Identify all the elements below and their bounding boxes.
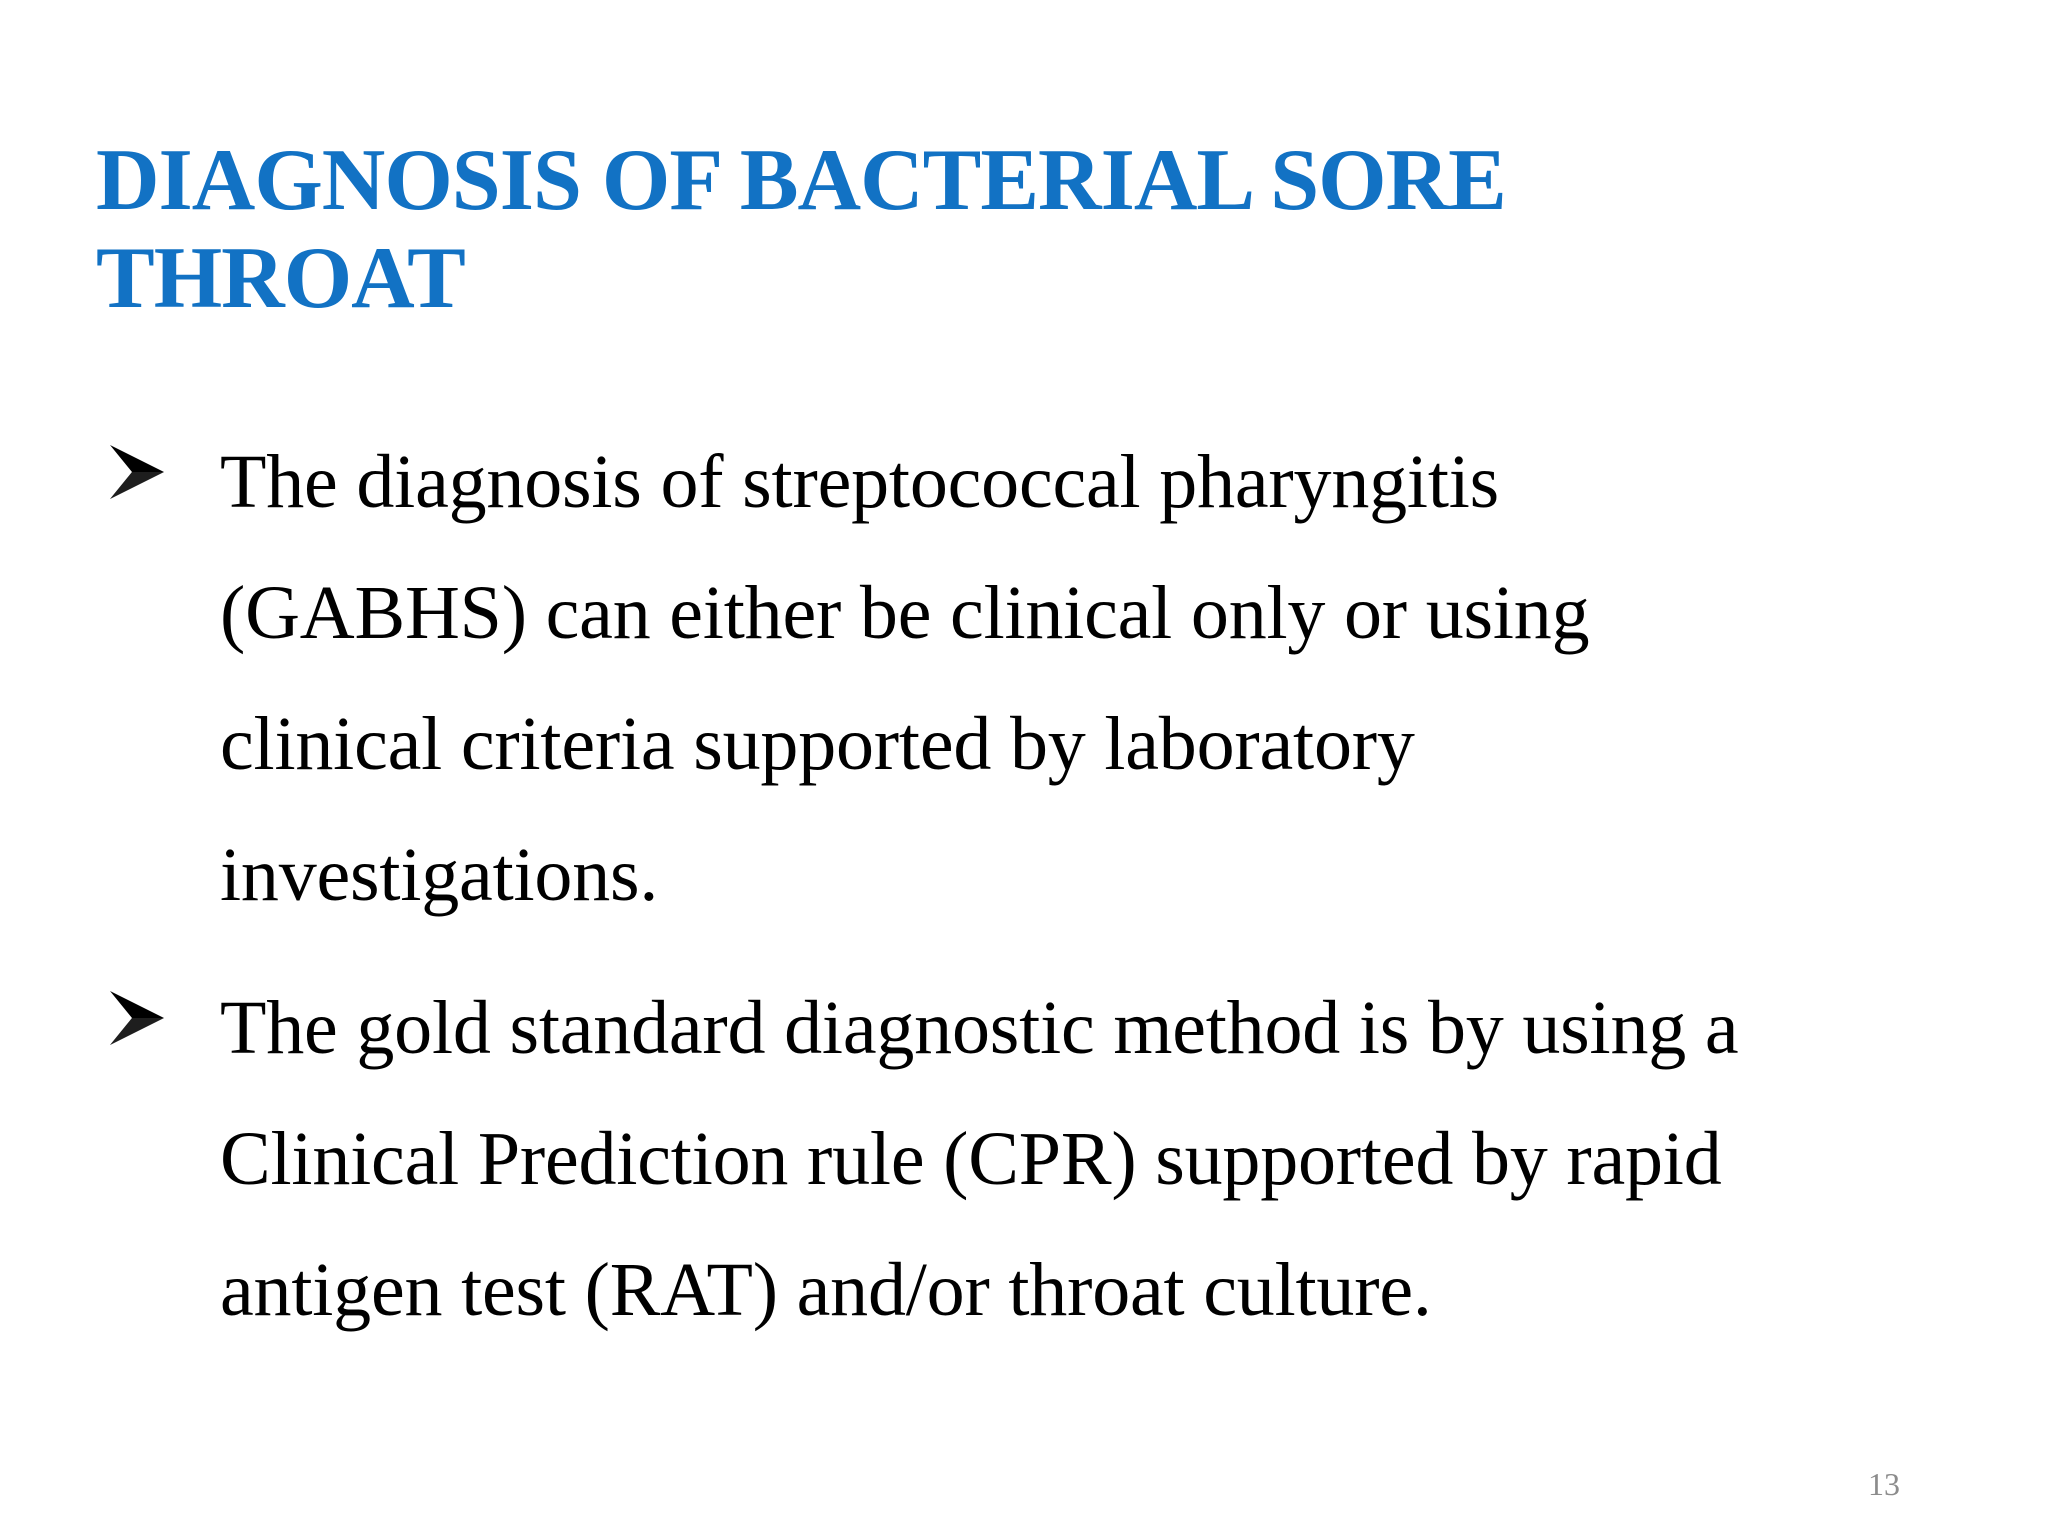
arrowhead-bullet-icon — [108, 443, 166, 501]
bullet-text: The gold standard diagnostic method is by using a Clinical Prediction rule (CPR) supported by rapid antigen test (RAT) and/or throat culture. — [220, 986, 1739, 1332]
bullet-text: The diagnosis of streptococcal pharyngitis (GABHS) can either be clinical only or using clinical criteria supported by laboratory investigations. — [220, 440, 1590, 917]
slide-title: DIAGNOSIS OF BACTERIAL SORE THROAT — [96, 132, 1506, 327]
page-number: 13 — [1868, 1466, 1900, 1502]
arrowhead-bullet-icon — [108, 989, 166, 1047]
